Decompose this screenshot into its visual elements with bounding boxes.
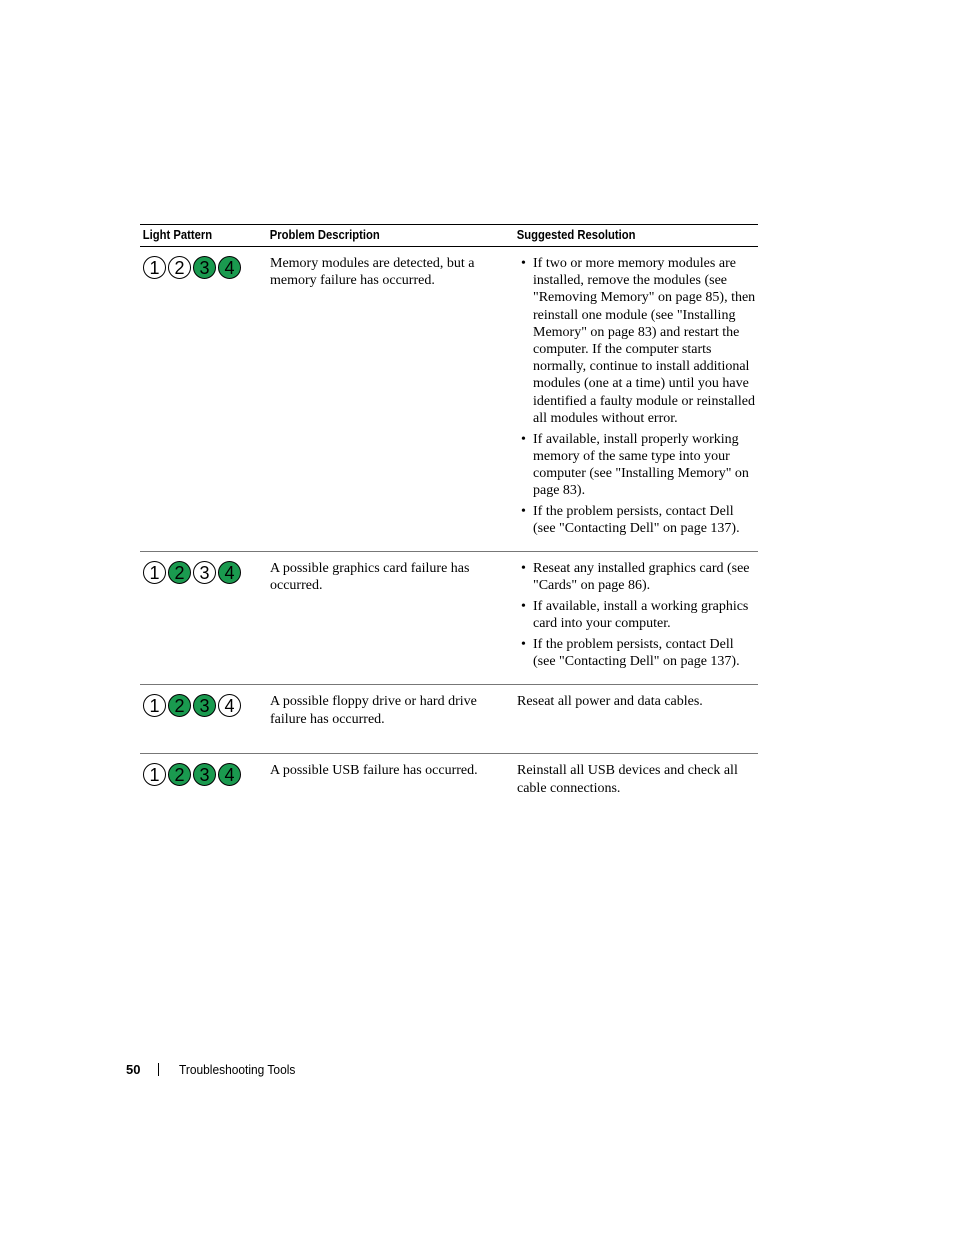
table-row [140,754,758,811]
light-pattern-cell [140,552,267,685]
led-pattern [143,256,267,279]
problem-description-cell: A possible floppy drive or hard drive failure has occurred. [270,694,477,727]
light-pattern-cell [140,685,267,754]
suggested-resolution-cell: Reseat all power and data cables. [517,694,703,710]
diagnostic-light-4-icon: 4 [218,561,241,584]
diagnostic-light-4-icon: 4 [218,763,241,786]
diagnostic-light-2-icon: 2 [168,763,191,786]
resolution-item: • If available, install properly working memory of the same type into your computer (see "Installing Memory" on page 83). [517,431,758,500]
table-row [140,247,758,552]
suggested-resolution-cell [514,552,758,685]
problem-description-cell: Memory modules are detected, but a memory failure has occurred. [270,256,475,289]
diagnostic-light-1-icon: 1 [143,256,166,279]
diagnostic-light-1-icon: 1 [143,694,166,717]
section-title: Troubleshooting Tools [179,1062,296,1077]
diagnostic-light-1-icon: 1 [143,763,166,786]
resolution-item: • Reseat any installed graphics card (see "Cards" on page 86). [517,560,758,594]
led-pattern [143,561,267,584]
page-footer [126,1062,306,1077]
led-pattern [143,763,267,786]
light-pattern-cell [140,754,267,811]
diagnostic-light-2-icon: 2 [168,256,191,279]
light-pattern-cell [140,247,267,552]
led-pattern [143,694,267,717]
diagnostic-light-3-icon: 3 [193,694,216,717]
diagnostic-light-3-icon: 3 [193,561,216,584]
diagnostic-light-4-icon: 4 [218,694,241,717]
header-suggested-resolution: Suggested Resolution [514,225,734,247]
resolution-item: • If the problem persists, contact Dell (see "Contacting Dell" on page 137). [517,636,758,670]
diagnostic-light-3-icon: 3 [193,256,216,279]
suggested-resolution-cell [514,247,758,552]
resolution-list [517,255,758,537]
diagnostic-light-4-icon: 4 [218,256,241,279]
table-row [140,552,758,685]
diagnostic-light-2-icon: 2 [168,561,191,584]
diagnostic-light-1-icon: 1 [143,561,166,584]
page-number: 50 [126,1062,141,1077]
footer-divider [158,1063,159,1076]
header-light-pattern: Light Pattern [140,225,254,247]
table-header-row [140,225,758,247]
header-problem-description: Problem Description [267,225,489,247]
light-pattern-table [140,224,758,811]
problem-description-cell: A possible USB failure has occurred. [270,763,478,779]
resolution-item: • If the problem persists, contact Dell (see "Contacting Dell" on page 137). [517,503,758,537]
problem-description-cell: A possible graphics card failure has occurred. [270,561,470,594]
resolution-item: • If two or more memory modules are installed, remove the modules (see "Removing Memory" on page 85), then reinstall one module (see "Installing Memory" on page 83) and restart the computer. If the computer starts normally, continue to install additional modules (one at a time) until you have identified a faulty module or reinstalled all modules without error. [517,255,758,427]
suggested-resolution-cell: Reinstall all USB devices and check all cable connections. [517,763,738,796]
diagnostic-light-2-icon: 2 [168,694,191,717]
table-row [140,685,758,754]
resolution-item: • If available, install a working graphics card into your computer. [517,598,758,632]
diagnostic-light-3-icon: 3 [193,763,216,786]
resolution-list [517,560,758,670]
